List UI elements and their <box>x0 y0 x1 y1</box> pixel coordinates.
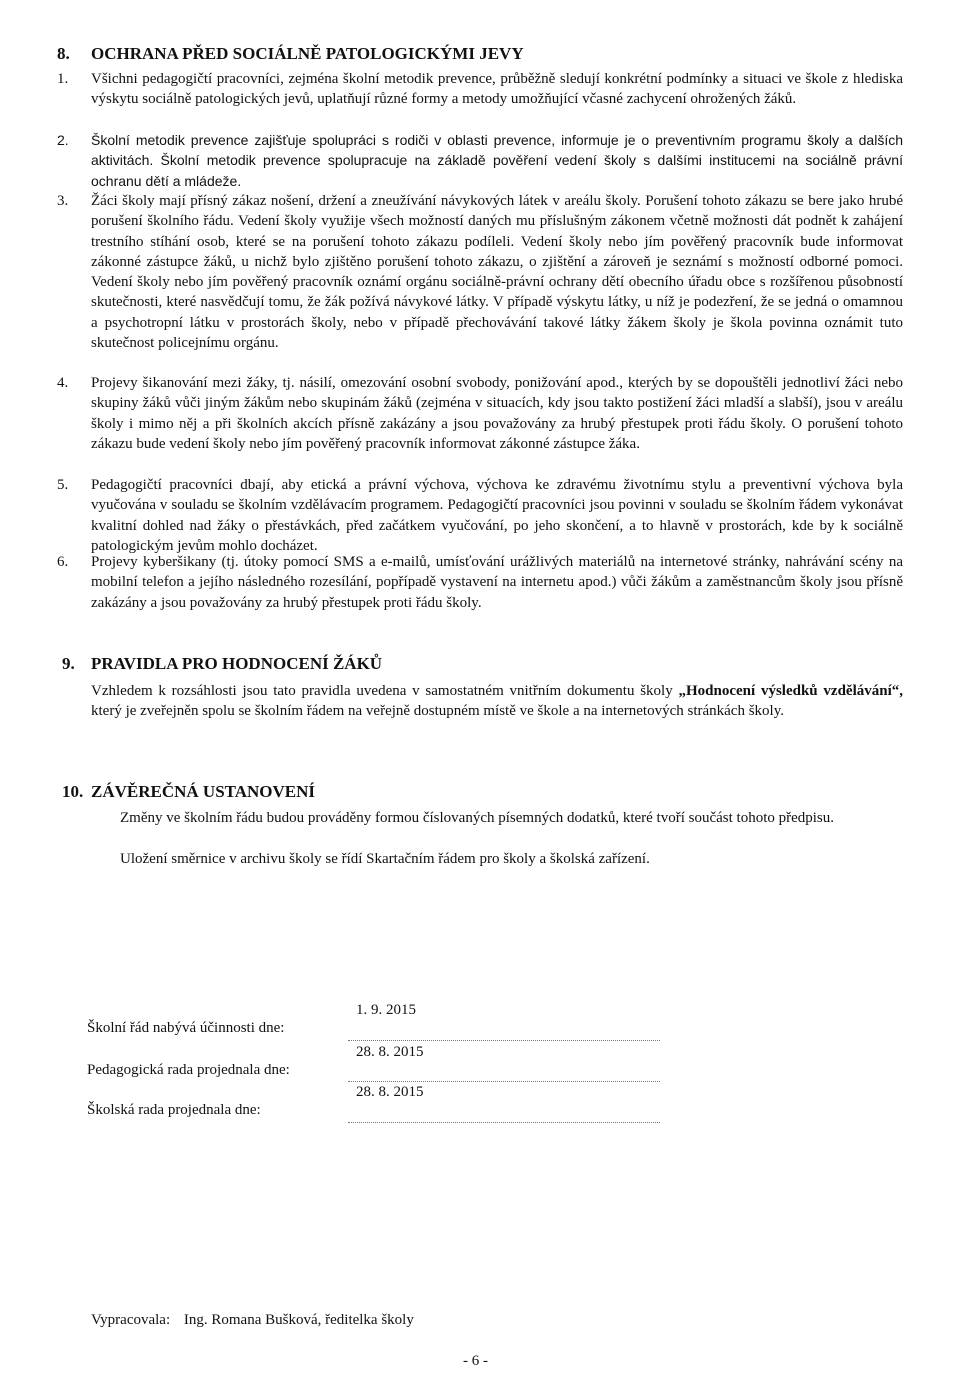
section-8-title: OCHRANA PŘED SOCIÁLNĚ PATOLOGICKÝMI JEVY <box>91 44 524 63</box>
school-council-date-value: 28. 8. 2015 <box>356 1084 424 1100</box>
list-item-text: Projevy šikanování mezi žáky, tj. násilí, omezování osobní svobody, ponižování apod., kterých by se dopouštěli jednotliví žáci nebo skupiny žáků vůči jiným žákům nebo skupinám žáků (zejména v situacích, kdy jsou takto postižení žáci mladší a slabší), jsou v areálu školy i mimo něj a při školních akcích přísně zakázány a jsou považovány za hrubý přestupek proti řádu školy. O porušení tohoto zákazu bude vedení školy nebo jím pověřený pracovník informovat zákonné zástupce žáka. <box>91 375 903 452</box>
page-number: - 6 - <box>463 1353 488 1369</box>
section-8-heading <box>57 44 524 64</box>
list-item-number: 2. <box>57 132 69 148</box>
pedagogical-council-label: Pedagogická rada projednala dne: <box>87 1062 290 1078</box>
section-9-text-before: Vzhledem k rozsáhlosti jsou tato pravidla uvedena v samostatném vnitřním dokumentu školy <box>91 683 679 699</box>
section-9-text-after: který je zveřejněn spolu se školním řádem na veřejně dostupném místě ve škole a na internetových stránkách školy. <box>91 703 784 720</box>
section-10-paragraph-1: Změny ve školním řádu budou prováděny formou číslovaných písemných dodatků, které tvoří součást tohoto předpisu. <box>120 810 835 826</box>
prepared-by-line <box>91 1312 414 1329</box>
section-9-paragraph <box>91 681 903 722</box>
list-item-text: Školní metodik prevence zajišťuje spolupráci s rodiči v oblasti prevence, informuje je o preventivním programu školy a dalších aktivitách. Školní metodik prevence spolupracuje na základě pověření vedení školy s dalšími institucemi na sociálně právní ochranu dětí a mládeže. <box>91 132 903 189</box>
section-10-heading <box>62 782 316 802</box>
effective-date-value: 1. 9. 2015 <box>356 1002 416 1018</box>
signature-line <box>348 1122 660 1123</box>
list-item-text: Pedagogičtí pracovníci dbají, aby etická a právní výchova, výchova ke zdravému životnímu stylu a preventivní výchova byla vyučována v souladu se školním vzdělávacím programem. Pedagogičtí pracovníci jsou povinni v souladu se školním řádem vykonávat kvalitní dohled nad žáky o přestávkách, před začátkem vyučování, po jeho skončení, a to hlavně v prostorách, kde by k sociálně patologickým jevům mohlo docházet. <box>91 477 903 554</box>
list-item-text: Žáci školy mají přísný zákaz nošení, držení a zneužívání návykových látek v areálu školy. Porušení tohoto zákazu se bere jako hrubé porušení školního řádu. Vedení školy využije všech možností daných mu příslušným zákonem včetně možnosti dát podnět k zahájení trestního stíhání osob, které se na porušení tohoto zákazu podíleli. Vedení školy nebo jím pověřený pracovník bude informovat zákonné zástupce žáků, u nichž bylo zjištěno porušení tohoto zákazu, o zjištění a zároveň je seznámí s možností odborné pomoci. Vedení školy nebo jím pověřený pracovník oznámí orgánu sociálně-právní ochrany dětí obecního úřadu obce s rozšířenou působností skutečnosti, které nasvědčují tomu, že žák požívá návykové látky. V případě výskytu látky, u níž je podezření, že se jedná o omamnou a psychotropní látku v prostorách školy, nebo v případě přechovávání takové látky žákem školy je škola povinna oznámit tuto skutečnost policejnímu orgánu. <box>91 193 903 352</box>
pedagogical-council-date-value: 28. 8. 2015 <box>356 1044 424 1060</box>
prepared-by-name: Ing. Romana Bušková, ředitelka školy <box>183 1312 414 1328</box>
list-item-text: Projevy kyberšikany (tj. útoky pomocí SMS a e-mailů, umísťování urážlivých materiálů na internetové stránky, nahrávání scény na mobilní telefon a jejího následného rozesílání, popřípadě vystavení na internetu apod.) vůči žákům a zaměstnancům školy jsou přísně zakázány a jsou považovány za hrubý přestupek proti řádu školy. <box>91 554 903 611</box>
section-10-number: 10. <box>62 782 84 801</box>
section-9-number: 9. <box>62 654 75 673</box>
section-9-title: PRAVIDLA PRO HODNOCENÍ ŽÁKŮ <box>91 654 383 673</box>
list-item-number: 5. <box>57 477 69 493</box>
section-9-heading <box>62 654 383 674</box>
list-item-text: Všichni pedagogičtí pracovníci, zejména školní metodik prevence, průběžně sledují konkrétní podmínky a situaci ve škole z hlediska výskytu sociálně patologických jevů, uplatňují různé formy a metody umožňující včasné zachycení ohrožených žáků. <box>91 71 903 108</box>
list-item-number: 1. <box>57 71 69 87</box>
list-item-2 <box>57 130 903 191</box>
section-10-paragraph-2: Uložení směrnice v archivu školy se řídí Skartačním řádem pro školy a školská zařízení. <box>120 851 650 867</box>
list-item-6 <box>57 552 903 613</box>
effective-date-label: Školní řád nabývá účinnosti dne: <box>87 1020 285 1036</box>
list-item-4 <box>57 373 903 454</box>
prepared-by-label: Vypracovala: <box>91 1312 171 1328</box>
list-item-number: 6. <box>57 554 69 570</box>
list-item-3 <box>57 191 903 353</box>
list-item-number: 4. <box>57 375 69 391</box>
section-9-document-name: „Hodnocení výsledků vzdělávání“, <box>678 683 903 699</box>
section-8-number: 8. <box>57 44 70 63</box>
section-10-title: ZÁVĚREČNÁ USTANOVENÍ <box>91 782 316 801</box>
list-item-5 <box>57 475 903 556</box>
list-item-1 <box>57 69 903 110</box>
school-council-label: Školská rada projednala dne: <box>87 1102 261 1118</box>
signature-line <box>348 1040 660 1041</box>
list-item-number: 3. <box>57 193 69 209</box>
